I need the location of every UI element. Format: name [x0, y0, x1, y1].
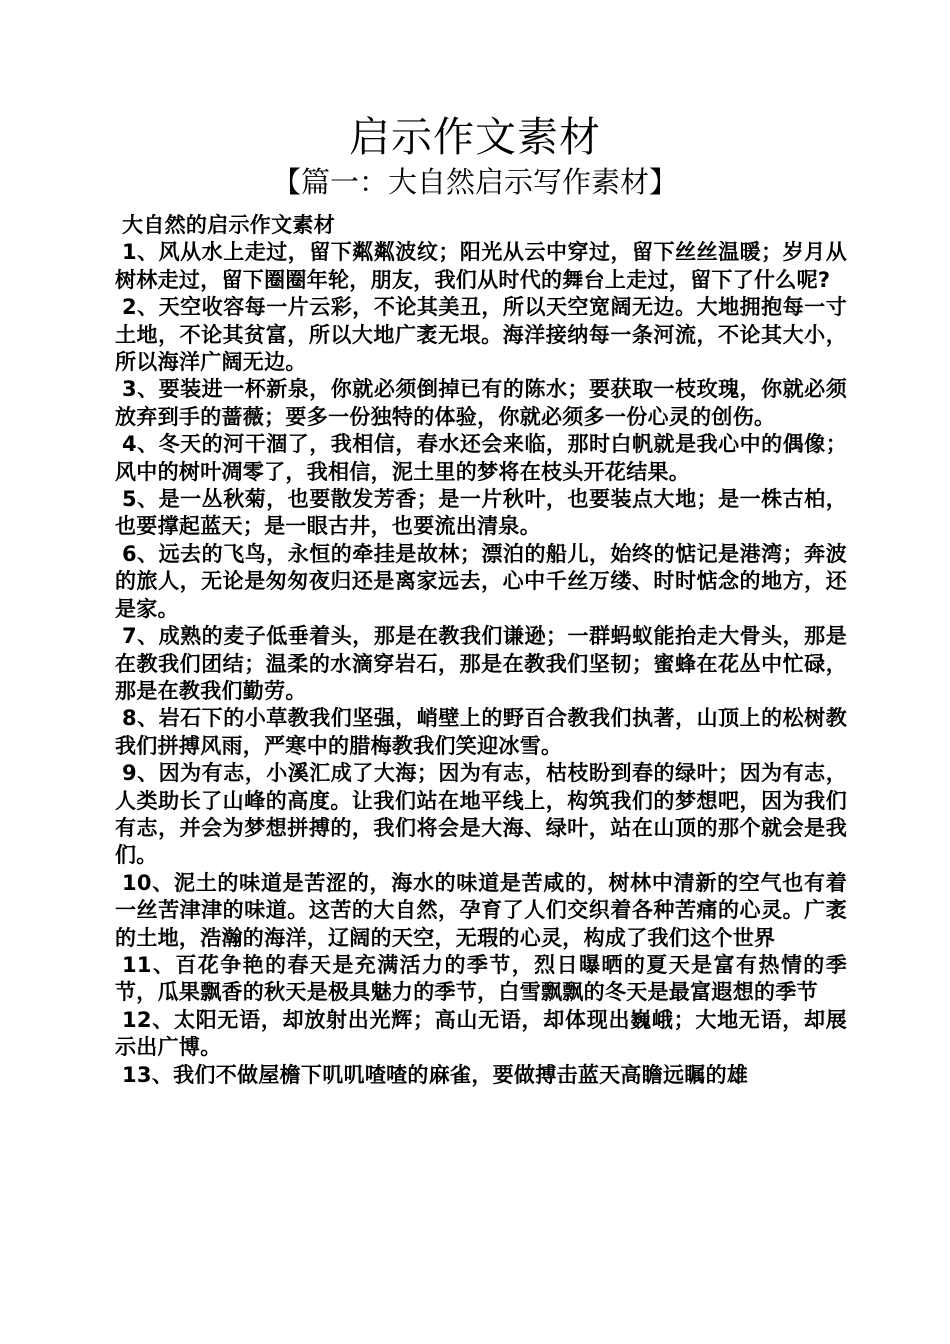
- document-title: 启示作文素材: [349, 113, 601, 161]
- paragraph-5: 5、是一丛秋菊，也要散发芳香；是一片秋叶，也要装点大地；是一株古柏，也要撑起蓝天；是一眼古井，也要流出清泉。: [115, 487, 847, 539]
- paragraph-11: 11、百花争艳的春天是充满活力的季节，烈日曝晒的夏天是富有热情的季节，瓜果飘香的秋天是极具魅力的季节，白雪飘飘的冬天是最富遐想的季节: [115, 952, 847, 1005]
- paragraph-8: 8、岩石下的小草教我们坚强，峭壁上的野百合教我们执著，山顶上的松树教我们拼搏风雨，严寒中的腊梅教我们笑迎冰雪。: [115, 706, 847, 758]
- paragraph-1: 1、风从水上走过，留下粼粼波纹；阳光从云中穿过，留下丝丝温暖；岁月从树林走过，留下圈圈年轮，朋友，我们从时代的舞台上走过，留下了什么呢?: [115, 240, 847, 292]
- paragraph-9: 9、因为有志，小溪汇成了大海；因为有志，枯枝盼到春的绿叶；因为有志，人类助长了山峰的高度。让我们站在地平线上，构筑我们的梦想吧，因为我们有志，并会为梦想拼搏的，我们将会是大海、绿叶，站在山顶的那个就会是我们。: [115, 761, 847, 868]
- section-heading: 大自然的启示作文素材: [122, 213, 335, 237]
- paragraph-12: 12、太阳无语，却放射出光辉；高山无语，却体现出巍峨；大地无语，却展示出广博。: [115, 1007, 847, 1060]
- paragraph-2: 2、天空收容每一片云彩，不论其美丑，所以天空宽阔无边。大地拥抱每一寸土地，不论其贫富，所以大地广袤无垠。海洋接纳每一条河流，不论其大小，所以海洋广阔无边。: [115, 295, 847, 375]
- document-body: [115, 212, 847, 1089]
- paragraph-6: 6、远去的飞鸟，永恒的牵挂是故林；漂泊的船儿，始终的惦记是港湾；奔波的旅人，无论是匆匆夜归还是离家远去，心中千丝万缕、时时惦念的地方，还是家。: [115, 541, 847, 621]
- paragraph-10: 10、泥土的味道是苦涩的，海水的味道是苦咸的，树林中清新的空气也有着一丝苦津津的味道。这苦的大自然，孕育了人们交织着各种苦痛的心灵。广袤的土地，浩瀚的海洋，辽阔的天空，无瑕的心灵，构成了我们这个世界: [115, 870, 847, 950]
- paragraph-4: 4、冬天的河干涸了，我相信，春水还会来临，那时白帆就是我心中的偶像；风中的树叶凋零了，我相信，泥土里的梦将在枝头开花结果。: [115, 432, 847, 484]
- document-subtitle: 【篇一：大自然启示写作素材】: [271, 165, 678, 199]
- paragraph-3: 3、要装进一杯新泉，你就必须倒掉已有的陈水；要获取一枝玫瑰，你就必须放弃到手的蔷薇；要多一份独特的体验，你就必须多一份心灵的创伤。: [115, 377, 847, 429]
- paragraph-13: 13、我们不做屋檐下叽叽喳喳的麻雀，要做搏击蓝天高瞻远瞩的雄: [122, 1062, 749, 1087]
- paragraph-7: 7、成熟的麦子低垂着头，那是在教我们谦逊；一群蚂蚁能抬走大骨头，那是在教我们团结；温柔的水滴穿岩石，那是在教我们坚韧；蜜蜂在花丛中忙碌，那是在教我们勤劳。: [115, 624, 847, 703]
